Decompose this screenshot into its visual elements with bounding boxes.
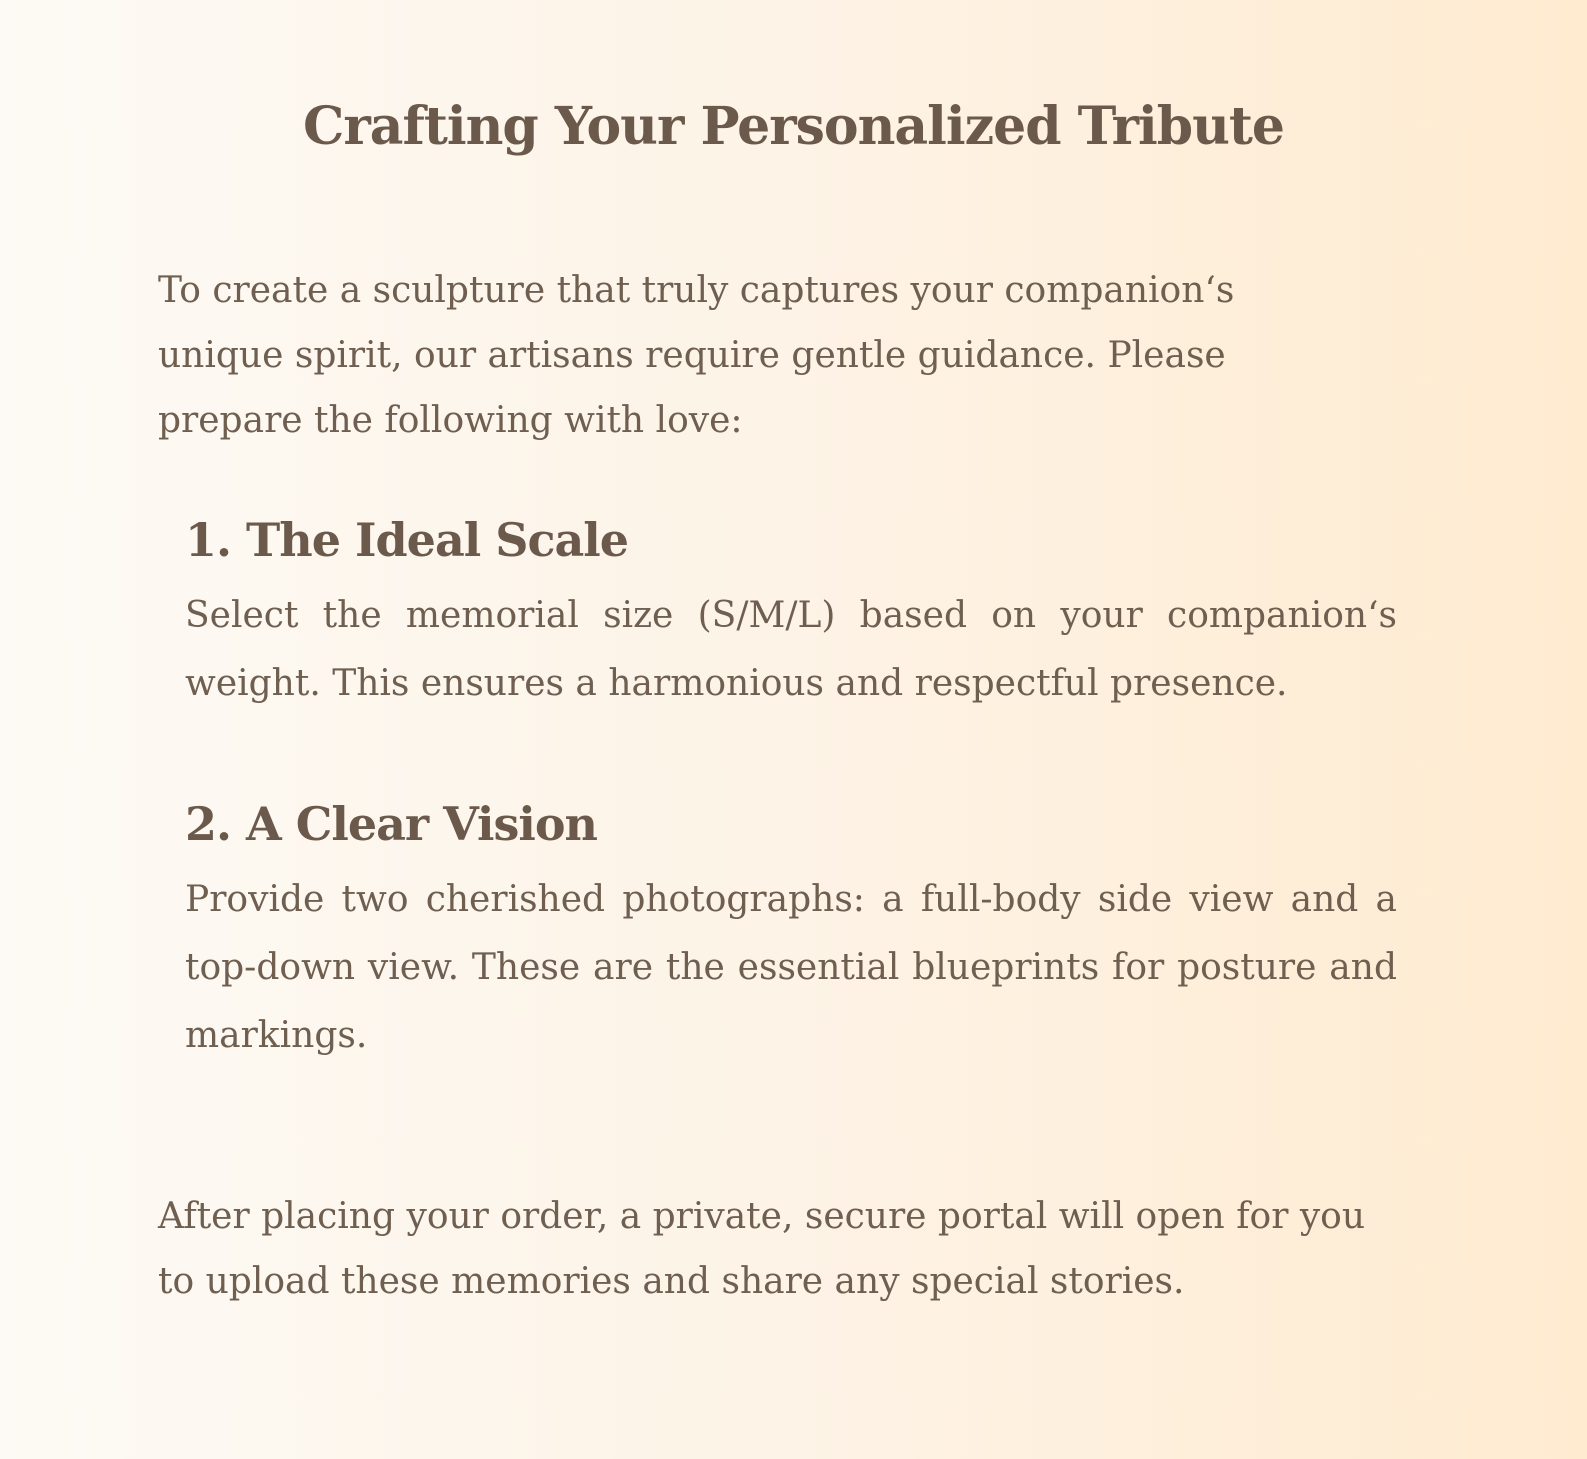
step-ideal-scale <box>185 508 1397 718</box>
step-heading: 2. A Clear Vision <box>185 797 598 851</box>
closing-paragraph: After placing your order, a private, secure portal will open for you to upload these memories and share any special stories. <box>158 1196 1366 1302</box>
step-description: Provide two cherished photographs: a full-body side view and a top-down view. These are the essential blueprints for posture and markings. <box>185 879 1397 1056</box>
step-heading: 1. The Ideal Scale <box>185 513 629 567</box>
step-clear-vision <box>185 792 1397 1070</box>
page-title: Crafting Your Personalized Tribute <box>302 96 1285 157</box>
step-description: Select the memorial size (S/M/L) based on your companion‘s weight. This ensures a harmonious and respectful presence. <box>185 595 1397 704</box>
intro-paragraph: To create a sculpture that truly captures your companion‘s unique spirit, our artisans require gentle guidance. Please prepare the following with love: <box>158 270 1235 441</box>
